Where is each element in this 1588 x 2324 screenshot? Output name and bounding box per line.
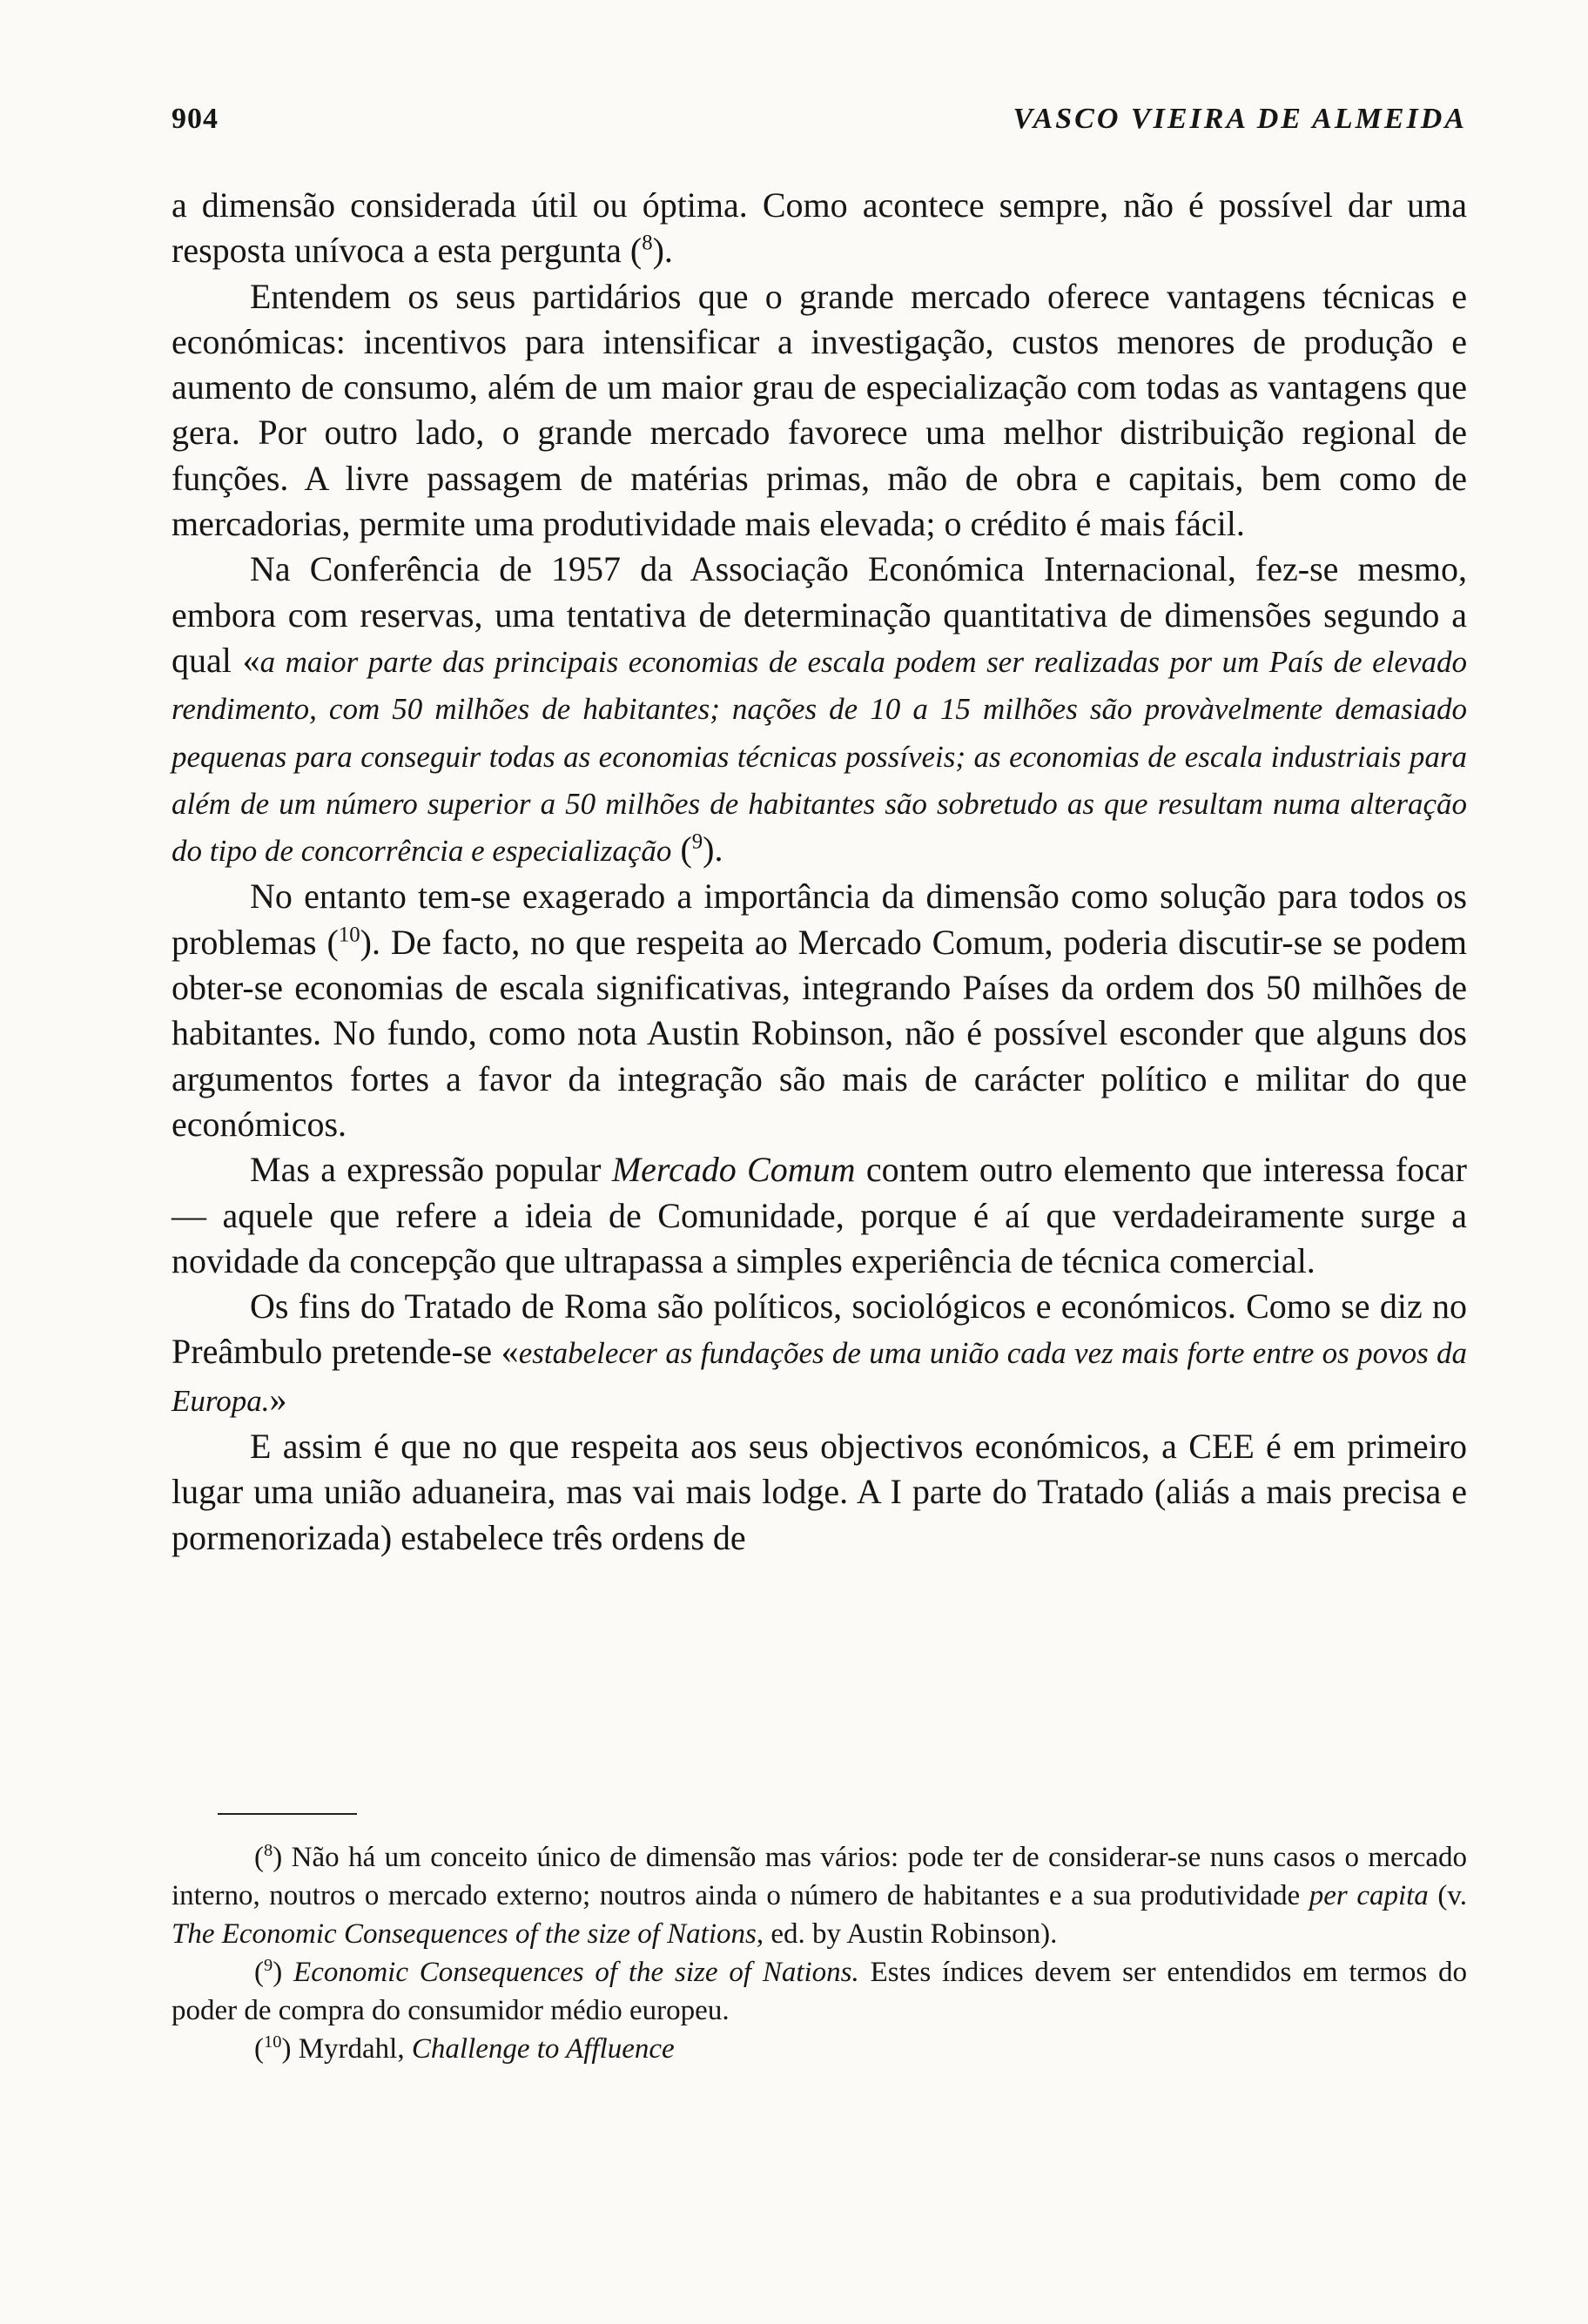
- p6-text: Os fins do Tratado de Roma são políticos, sociológicos e económicos. Como se diz no Preâmbulo pretende-se «: [172, 1286, 1467, 1372]
- footnote-ref-8: 8: [642, 231, 653, 255]
- p3-end: ).: [703, 830, 723, 870]
- p1-end: ).: [652, 231, 673, 271]
- body-text: [172, 183, 1467, 1561]
- paragraph-4: [172, 874, 1467, 1147]
- p3-text: Na Conferência de 1957 da Associação Económica Internacional, fez-se mesmo, embora com reservas, uma tentativa de determinação quantitativa de dimensões segundo a qual «: [172, 549, 1467, 680]
- footnote-10-italic: Challenge to Affluence: [411, 2033, 675, 2065]
- footnote-separator: [218, 1813, 357, 1815]
- footnote-ref-10: 10: [338, 923, 360, 947]
- p1-text: a dimensão considerada útil ou óptima. Como acontece sempre, não é possível dar uma resposta unívoca a esta pergunta (: [172, 185, 1467, 271]
- paragraph-2: Entendem os seus partidários que o grande mercado oferece vantagens técnicas e económicas: incentivos para intensificar a investigação, custos menores de produção e aumento de consumo, além de um maior grau de especialização com todas as vantagens que gera. Por outro lado, o grande mercado favorece uma melhor distribuição regional de funções. A livre passagem de matérias primas, mão de obra e capitais, bem como de mercadorias, permite uma produtividade mais elevada; o crédito é mais fácil.: [172, 276, 1467, 544]
- p5-text: Mas a expressão popular: [250, 1150, 612, 1190]
- footnote-9: ($^9$) Economic Consequences of the size of Nations. Estes índices devem ser entendidos em termos do poder de compra do consumidor médio europeu.: [172, 1956, 1467, 2026]
- footnote-8-italic-2: The Economic Consequences of the size of Nations: [172, 1918, 757, 1950]
- p3-quote: a maior parte das principais economias de escala podem ser realizadas por um País de elevado rendimento, com 50 milhões de habitantes; nações de 10 a 15 milhões são provàvelmente demasiado pequenas para conseguir todas as economias técnicas possíveis; as economias de escala industriais para além de um número superior a 50 milhões de habitantes são sobretudo as que resultam numa alteração do tipo de concorrência e especialização: [172, 644, 1467, 869]
- p5-rest: contem outro elemento que interessa focar — aquele que refere a ideia de Comunidade, porque é aí que verdadeiramente surge a novidade da concepção que ultrapassa a simples experiência de técnica comercial.: [172, 1150, 1467, 1280]
- footnote-ref-9: 9: [691, 830, 703, 854]
- footnotes: [172, 1838, 1467, 2068]
- p4-text: No entanto tem-se exagerado a importância da dimensão como solução para todos os problemas (: [172, 877, 1467, 962]
- p6-end: »: [269, 1379, 287, 1419]
- paragraph-5: [172, 1147, 1467, 1284]
- p6-quote: estabelecer as fundações de uma união cada vez mais forte entre os povos da Europa.: [172, 1336, 1467, 1418]
- footnote-8-mark: 8: [264, 1841, 273, 1860]
- footnote-10-mark: 10: [264, 2032, 282, 2052]
- footnote-10: ($^{10}$) Myrdahl, Challenge to Affluence: [254, 2032, 675, 2065]
- footnote-9-italic: Economic Consequences of the size of Nations.: [293, 1957, 859, 1988]
- footnote-8-italic-1: per capita: [1309, 1880, 1429, 1911]
- footnote-8-end: , ed. by Austin Robinson).: [756, 1918, 1058, 1950]
- footnote-9-text: Estes índices devem ser entendidos em termos do poder de compra do consumidor médio europeu.: [172, 1957, 1467, 2026]
- p4-rest: ). De facto, no que respeita ao Mercado Comum, poderia discutir-se se podem obter-se economias de escala significativas, integrando Países da ordem dos 50 milhões de habitantes. No fundo, como nota Austin Robinson, não é possível esconder que alguns dos argumentos fortes a favor da integração são mais de carácter político e militar do que económicos.: [172, 922, 1467, 1144]
- p3-ref-open: (: [671, 830, 692, 870]
- page-number: 904: [172, 103, 219, 135]
- paragraph-1: [172, 183, 1467, 274]
- footnote-8-mid: (v.: [1428, 1880, 1467, 1911]
- footnote-8-text: Não há um conceito único de dimensão mas vários: pode ter de considerar-se nuns casos o mercado interno, noutros o mercado externo; noutros ainda o número de habitantes e a sua produtividade: [172, 1842, 1467, 1911]
- paragraph-6: [172, 1284, 1467, 1424]
- footnote-10-text: Myrdahl,: [298, 2033, 412, 2065]
- footnote-8: ($^8$) Não há um conceito único de dimensão mas vários: pode ter de considerar-se nuns casos o mercado interno, noutros o mercado externo; noutros ainda o número de habitantes e a sua produtividade per capita (v. The Economic Consequences of the size of Nations, ed. by Austin Robinson).: [172, 1841, 1467, 1950]
- running-head-author: VASCO VIEIRA DE ALMEIDA: [1013, 103, 1467, 135]
- paragraph-7: E assim é que no que respeita aos seus objectivos económicos, a CEE é em primeiro lugar uma união aduaneira, mas vai mais lodge. A I parte do Tratado (aliás a mais precisa e pormenorizada) estabelece três ordens de: [172, 1427, 1467, 1557]
- running-header: [172, 103, 1467, 146]
- p5-italic: Mercado Comum: [611, 1150, 856, 1190]
- paragraph-3: [172, 547, 1467, 874]
- footnote-9-mark: 9: [264, 1956, 273, 1975]
